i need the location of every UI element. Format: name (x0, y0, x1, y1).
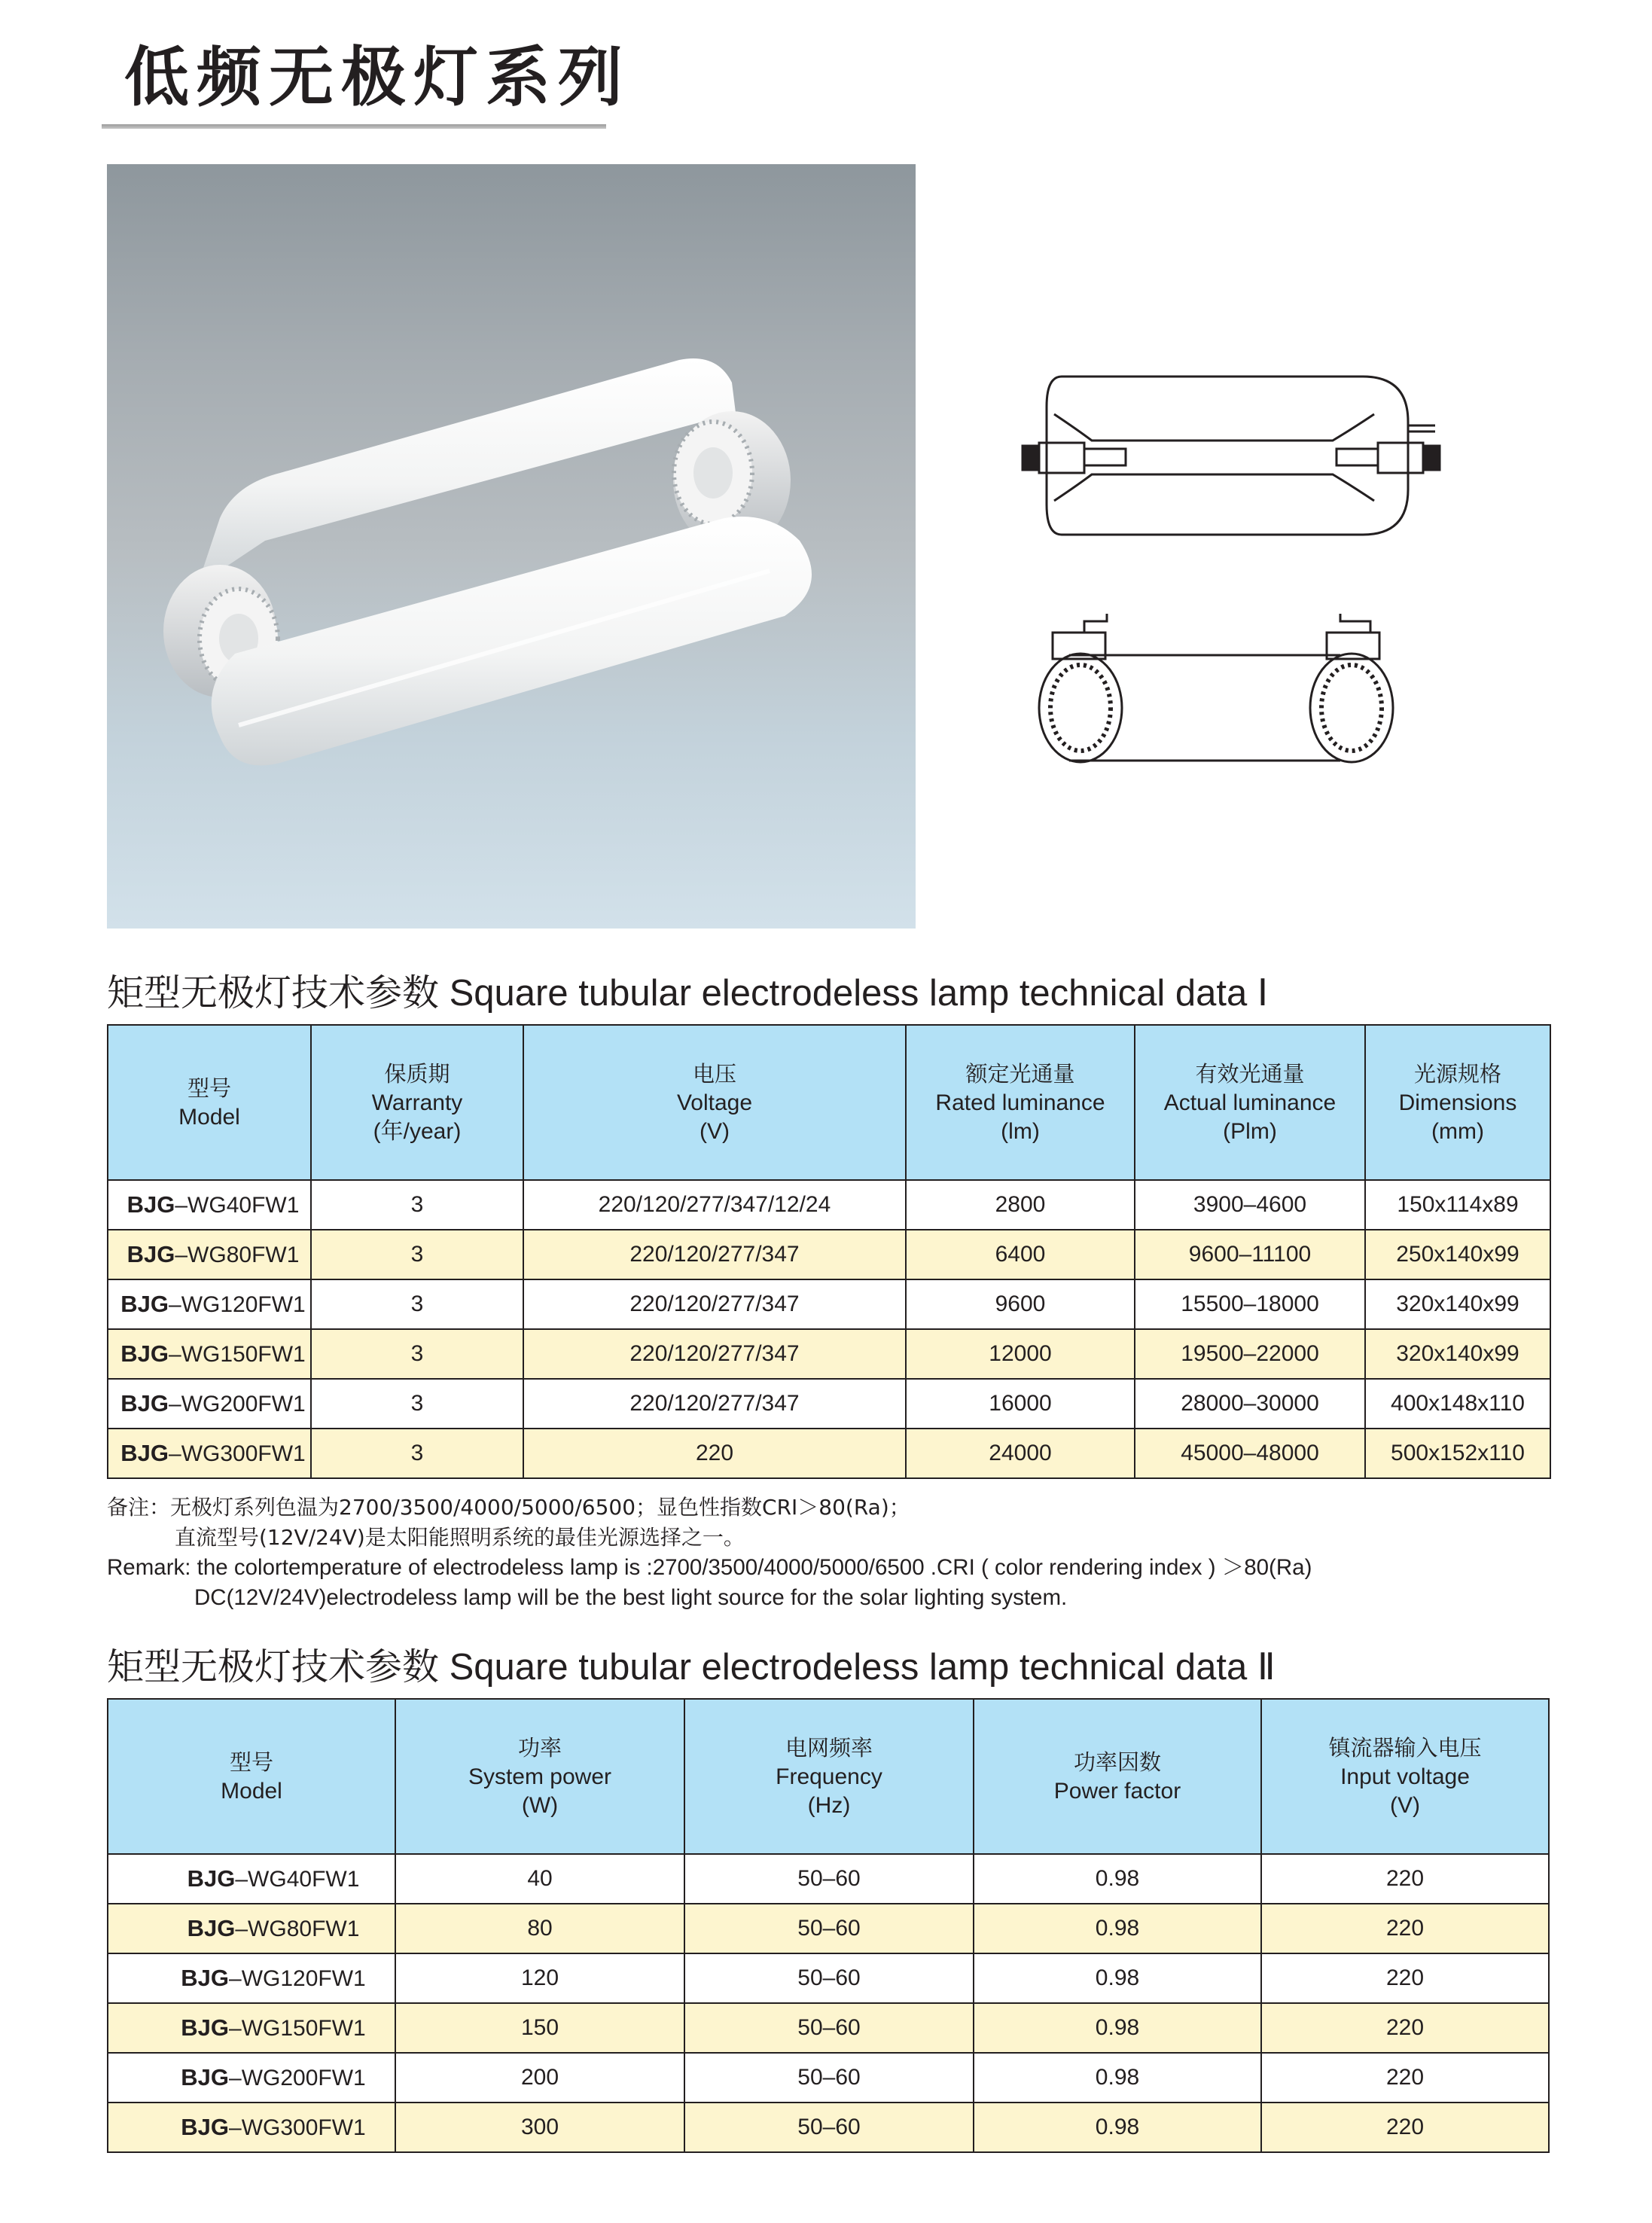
dimensions-cell: 150x114x89 (1365, 1180, 1550, 1230)
model-suffix: –WG40FW1 (175, 1193, 300, 1218)
table2-heading: 矩型无极灯技术参数 Square tubular electrodeless lamp technical data Ⅱ (107, 1647, 1276, 1688)
model-suffix: –WG300FW1 (169, 1441, 306, 1466)
header-power-factor: 功率因数 Power factor (974, 1699, 1261, 1854)
header-input-voltage: 镇流器输入电压 Input voltage (V) (1261, 1699, 1549, 1854)
power-factor-cell: 0.98 (974, 1904, 1261, 1953)
dimensions-cell: 250x140x99 (1365, 1230, 1550, 1279)
model-suffix: –WG150FW1 (229, 2016, 366, 2041)
model-cell (108, 1329, 311, 1379)
model-cell (108, 1180, 311, 1230)
rated-luminance-cell: 2800 (906, 1180, 1135, 1230)
model-cell (108, 1904, 395, 1953)
model-suffix: –WG80FW1 (235, 1917, 360, 1941)
model-prefix: BJG (181, 1965, 230, 1991)
table-row (108, 2003, 1549, 2053)
model-prefix: BJG (181, 2014, 230, 2041)
warranty-cell: 3 (311, 1379, 523, 1429)
table-row (108, 1180, 1550, 1230)
frequency-cell: 50–60 (684, 2003, 974, 2053)
model-suffix: –WG40FW1 (235, 1867, 360, 1892)
table-row (108, 1279, 1550, 1329)
header-warranty: 保质期 Warranty (年/year) (311, 1025, 523, 1180)
model-suffix: –WG80FW1 (175, 1243, 300, 1267)
header-dimensions: 光源规格 Dimensions (mm) (1365, 1025, 1550, 1180)
table-row (108, 1904, 1549, 1953)
actual-luminance-cell: 9600–11100 (1135, 1230, 1365, 1279)
model-prefix: BJG (126, 1191, 175, 1218)
header-model: 型号 Model (108, 1025, 311, 1180)
voltage-cell: 220/120/277/347 (523, 1329, 906, 1379)
model-prefix: BJG (120, 1440, 169, 1466)
system-power-cell: 150 (395, 2003, 684, 2053)
model-suffix: –WG200FW1 (169, 1392, 306, 1416)
header-system-power: 功率 System power (W) (395, 1699, 684, 1854)
actual-luminance-cell: 15500–18000 (1135, 1279, 1365, 1329)
table-row (108, 1379, 1550, 1429)
model-suffix: –WG120FW1 (229, 1966, 366, 1991)
system-power-cell: 300 (395, 2103, 684, 2152)
system-power-cell: 120 (395, 1953, 684, 2003)
model-suffix: –WG120FW1 (169, 1292, 306, 1317)
remark-en-line2: DC(12V/24V)electrodeless lamp will be the best light source for the solar lighting system. (194, 1585, 1068, 1610)
rated-luminance-cell: 9600 (906, 1279, 1135, 1329)
system-power-cell: 80 (395, 1904, 684, 1953)
input-voltage-cell: 220 (1261, 1904, 1549, 1953)
model-prefix: BJG (120, 1390, 169, 1416)
power-factor-cell: 0.98 (974, 2053, 1261, 2103)
voltage-cell: 220/120/277/347/12/24 (523, 1180, 906, 1230)
dimensions-cell: 320x140x99 (1365, 1329, 1550, 1379)
model-prefix: BJG (126, 1241, 175, 1267)
model-cell (108, 2003, 395, 2053)
model-suffix: –WG150FW1 (169, 1342, 306, 1367)
model-prefix: BJG (187, 1865, 236, 1892)
table-row (108, 2103, 1549, 2152)
dimensions-cell: 400x148x110 (1365, 1379, 1550, 1429)
model-cell (108, 2103, 395, 2152)
rated-luminance-cell: 12000 (906, 1329, 1135, 1379)
page-title: 低频无极灯系列 (124, 40, 630, 115)
remark-en-line1: Remark: the colortemperature of electrodeless lamp is :2700/3500/4000/5000/6500 .CRI ( color rendering index ) ＞80(Ra) (107, 1555, 1312, 1580)
table-row (108, 1329, 1550, 1379)
table1-heading: 矩型无极灯技术参数 Square tubular electrodeless lamp technical data Ⅰ (107, 973, 1269, 1014)
table2-header-row (108, 1699, 1549, 1854)
rated-luminance-cell: 16000 (906, 1379, 1135, 1429)
remarks (107, 1493, 1538, 1613)
header-model: 型号 Model (108, 1699, 395, 1854)
actual-luminance-cell: 19500–22000 (1135, 1329, 1365, 1379)
actual-luminance-cell: 3900–4600 (1135, 1180, 1365, 1230)
power-factor-cell: 0.98 (974, 2103, 1261, 2152)
voltage-cell: 220/120/277/347 (523, 1279, 906, 1329)
tech-data-table-2 (107, 1698, 1550, 2153)
table-row (108, 1953, 1549, 2003)
input-voltage-cell: 220 (1261, 1953, 1549, 2003)
frequency-cell: 50–60 (684, 2103, 974, 2152)
model-prefix: BJG (120, 1340, 169, 1367)
frequency-cell: 50–60 (684, 1854, 974, 1904)
title-underline (102, 124, 606, 129)
tech-data-table-1 (107, 1024, 1551, 1479)
power-factor-cell: 0.98 (974, 2003, 1261, 2053)
table1-header-row (108, 1025, 1550, 1180)
remark-zh-line1: 备注：无极灯系列色温为2700/3500/4000/5000/6500；显色性指数CRI＞80(Ra)； (107, 1495, 910, 1520)
table-row (108, 1429, 1550, 1478)
input-voltage-cell: 220 (1261, 2053, 1549, 2103)
table-row (108, 1230, 1550, 1279)
warranty-cell: 3 (311, 1329, 523, 1379)
model-prefix: BJG (187, 1915, 236, 1941)
frequency-cell: 50–60 (684, 1904, 974, 1953)
model-prefix: BJG (181, 2114, 230, 2140)
rated-luminance-cell: 24000 (906, 1429, 1135, 1478)
actual-luminance-cell: 45000–48000 (1135, 1429, 1365, 1478)
voltage-cell: 220/120/277/347 (523, 1379, 906, 1429)
model-cell (108, 1230, 311, 1279)
remark-zh-line2: 直流型号(12V/24V)是太阳能照明系统的最佳光源选择之一。 (175, 1525, 745, 1550)
header-actual-luminance: 有效光通量 Actual luminance (Plm) (1135, 1025, 1365, 1180)
model-prefix: BJG (181, 2064, 230, 2090)
voltage-cell: 220/120/277/347 (523, 1230, 906, 1279)
model-suffix: –WG300FW1 (229, 2115, 366, 2140)
actual-luminance-cell: 28000–30000 (1135, 1379, 1365, 1429)
table-row (108, 1854, 1549, 1904)
frequency-cell: 50–60 (684, 2053, 974, 2103)
product-photo (107, 164, 916, 929)
lamp-front-tube (212, 517, 812, 765)
system-power-cell: 40 (395, 1854, 684, 1904)
model-cell (108, 1854, 395, 1904)
warranty-cell: 3 (311, 1230, 523, 1279)
frequency-cell: 50–60 (684, 1953, 974, 2003)
model-cell (108, 1429, 311, 1478)
warranty-cell: 3 (311, 1279, 523, 1329)
model-cell (108, 1279, 311, 1329)
system-power-cell: 200 (395, 2053, 684, 2103)
lamp-side-view-drawing (1039, 614, 1393, 762)
input-voltage-cell: 220 (1261, 1854, 1549, 1904)
power-factor-cell: 0.98 (974, 1854, 1261, 1904)
model-cell (108, 1379, 311, 1429)
lamp-top-view-drawing (1023, 377, 1440, 535)
input-voltage-cell: 220 (1261, 2003, 1549, 2053)
model-cell (108, 1953, 395, 2003)
voltage-cell: 220 (523, 1429, 906, 1478)
model-cell (108, 2053, 395, 2103)
model-suffix: –WG200FW1 (229, 2066, 366, 2090)
header-frequency: 电网频率 Frequency (Hz) (684, 1699, 974, 1854)
header-voltage: 电压 Voltage (V) (523, 1025, 906, 1180)
header-rated-luminance: 额定光通量 Rated luminance (lm) (906, 1025, 1135, 1180)
model-prefix: BJG (120, 1291, 169, 1317)
dimensions-cell: 320x140x99 (1365, 1279, 1550, 1329)
power-factor-cell: 0.98 (974, 1953, 1261, 2003)
warranty-cell: 3 (311, 1429, 523, 1478)
table-row (108, 2053, 1549, 2103)
input-voltage-cell: 220 (1261, 2103, 1549, 2152)
technical-drawings (1016, 354, 1468, 836)
rated-luminance-cell: 6400 (906, 1230, 1135, 1279)
dimensions-cell: 500x152x110 (1365, 1429, 1550, 1478)
warranty-cell: 3 (311, 1180, 523, 1230)
